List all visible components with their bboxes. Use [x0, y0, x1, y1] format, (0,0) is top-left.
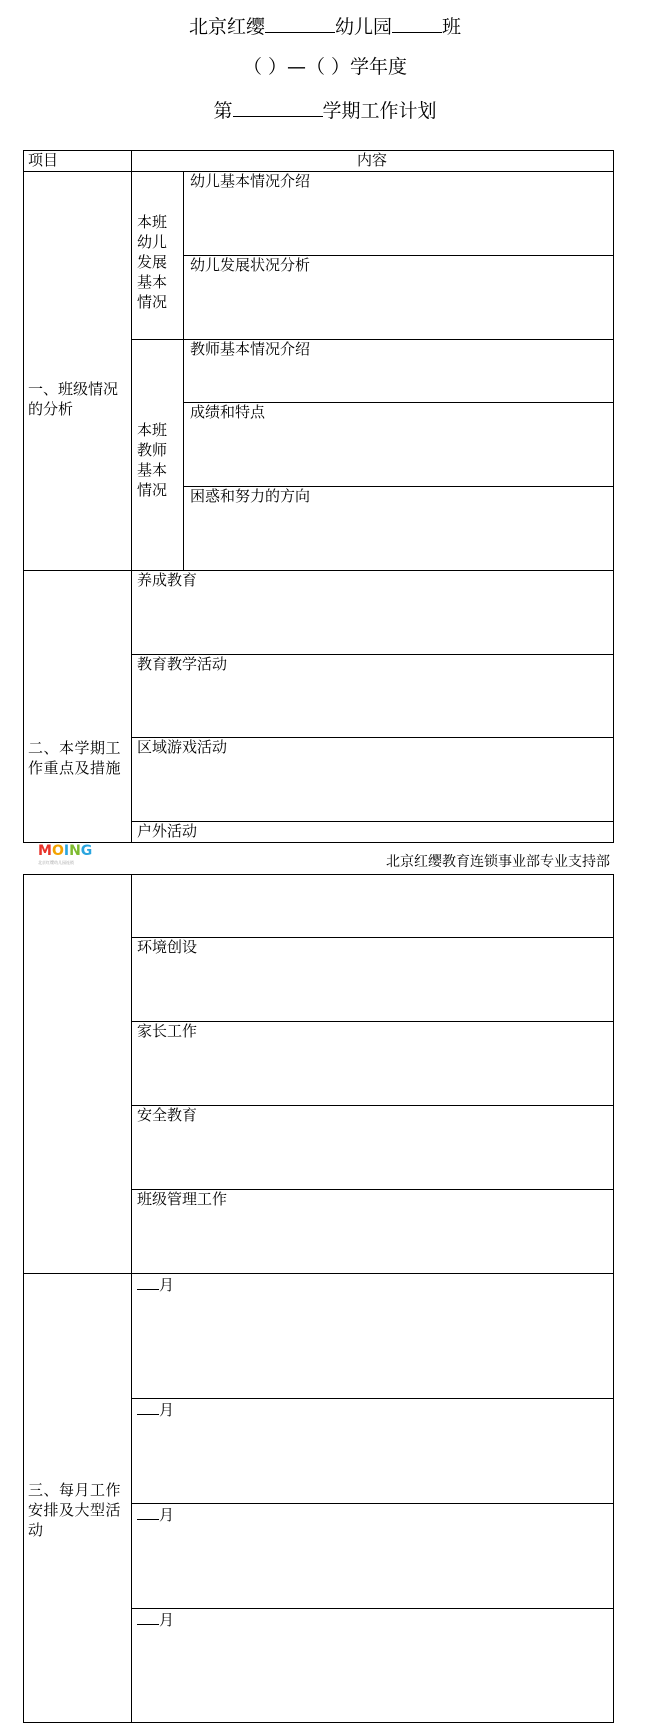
section1-label: 一、班级情况的分析	[28, 380, 119, 418]
row-children-intro: 幼儿基本情况介绍	[190, 172, 311, 190]
table2-line	[131, 1398, 614, 1399]
table2-right-border	[613, 874, 614, 1723]
table2-divider-project	[131, 874, 132, 1723]
children-basic-label: 本班幼儿发展基本情况	[137, 213, 168, 311]
row-outdoor-activities: 户外活动	[137, 822, 198, 840]
table2-line	[131, 1021, 614, 1022]
table1-section-divider	[23, 570, 614, 571]
month-label: 月	[159, 1506, 175, 1524]
month-row-4	[137, 1608, 174, 1630]
row-safety-education: 安全教育	[137, 1106, 198, 1124]
month-label: 月	[159, 1611, 175, 1629]
kindergarten-blank	[265, 14, 335, 33]
row-habit-education: 养成教育	[137, 571, 198, 589]
month-row-3	[137, 1503, 174, 1525]
row-parent-work: 家长工作	[137, 1022, 198, 1040]
table1-divider-project	[131, 150, 132, 842]
month-row-1	[137, 1273, 174, 1295]
table1-header-bottom	[23, 171, 614, 172]
table2-section-divider	[23, 1273, 614, 1274]
row-children-analysis: 幼儿发展状况分析	[190, 256, 311, 274]
row-teacher-challenges: 困惑和努力的方向	[190, 487, 311, 505]
table2-line	[131, 1503, 614, 1504]
month-row-2	[137, 1398, 174, 1420]
table1-right-border	[613, 150, 614, 842]
support-department-text: 北京红缨教育连锁事业部专业支持部	[386, 854, 610, 870]
semester-blank	[233, 98, 323, 117]
month-label: 月	[159, 1401, 175, 1419]
semester-line	[0, 98, 650, 122]
month-blank	[137, 1273, 159, 1290]
row-area-games: 区域游戏活动	[137, 738, 228, 756]
school-year-text: （ ）—（ ）学年度	[242, 56, 408, 78]
header-middle: 幼儿园	[334, 16, 392, 38]
header-title	[0, 14, 650, 38]
table2-line	[131, 1608, 614, 1609]
section2-label: 二、本学期工作重点及措施	[28, 739, 122, 777]
section3-label: 三、每月工作安排及大型活动	[28, 1481, 122, 1539]
header-prefix: 北京红缨	[188, 16, 265, 38]
semester-prefix: 第	[213, 100, 233, 122]
col-header-content: 内容	[356, 151, 387, 169]
row-environment: 环境创设	[137, 938, 198, 956]
month-blank	[137, 1608, 159, 1625]
row-teacher-achievements: 成绩和特点	[190, 403, 266, 421]
month-label: 月	[159, 1276, 175, 1294]
table1-divider-sub	[183, 171, 184, 570]
table1-bottom-border	[23, 842, 614, 843]
month-blank	[137, 1398, 159, 1415]
row-teacher-intro: 教师基本情况介绍	[190, 340, 311, 358]
header-suffix: 班	[442, 16, 462, 38]
table1-left-border	[23, 150, 24, 842]
moing-logo-tagline: 北京红缨幼儿园连锁	[38, 860, 74, 865]
table2-bottom-border	[23, 1722, 614, 1723]
col-header-project: 项目	[28, 151, 59, 169]
table2-line	[131, 1105, 614, 1106]
class-blank	[392, 14, 442, 33]
teachers-basic-label: 本班教师基本情况	[137, 421, 168, 499]
moing-logo	[38, 844, 100, 866]
table2-top-border	[23, 874, 614, 875]
table2-left-border	[23, 874, 24, 1723]
month-blank	[137, 1503, 159, 1520]
semester-suffix: 学期工作计划	[322, 100, 437, 122]
table2-line	[131, 937, 614, 938]
row-class-management: 班级管理工作	[137, 1190, 228, 1208]
moing-logo-word: MOING	[38, 843, 93, 859]
table1-line	[131, 821, 614, 822]
row-teaching-activities: 教育教学活动	[137, 655, 228, 673]
school-year-line	[0, 56, 650, 78]
